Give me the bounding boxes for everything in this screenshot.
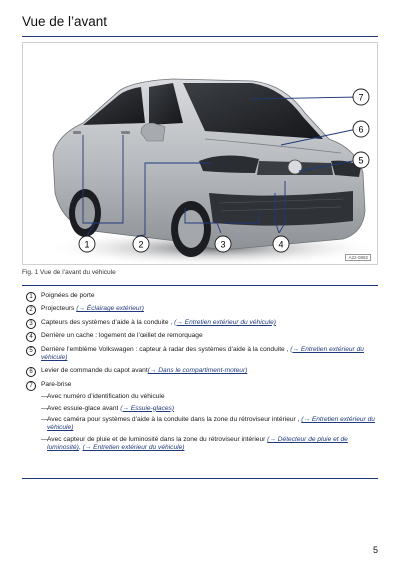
legend-link[interactable]: (→ Éclairage extérieur) <box>76 305 144 313</box>
legend-item-5 <box>26 346 376 363</box>
vehicle-front-figure <box>22 42 378 265</box>
callout-7-label: 7 <box>358 92 364 103</box>
callout-1-label: 1 <box>84 239 90 250</box>
sub-item-text: Avec numéro d’identification du véhicule <box>47 393 165 401</box>
legend-text: Projecteurs <box>41 305 77 313</box>
legend-item-1 <box>26 292 376 300</box>
sub-item-wiper: — Avec essuie-glace avant (→ Essuie-glaces) <box>41 404 175 412</box>
figure-code: A22-0882 <box>345 254 371 261</box>
callout-3-label: 3 <box>220 239 226 250</box>
headlight-left <box>199 155 259 173</box>
title-divider <box>22 36 378 37</box>
sub-item-link[interactable]: (→ Essuie-glaces) <box>120 404 175 412</box>
sub-item-link[interactable]: (→ Entretien extérieur du véhicule) <box>47 416 375 432</box>
front-door-handle <box>121 131 130 134</box>
legend-item-2 <box>26 305 376 313</box>
legend-number: 6 <box>26 367 36 377</box>
sub-item-text: Avec caméra pour systèmes d’aide à la conduite dans la zone du rétroviseur intérieur , <box>47 416 302 424</box>
car-illustration <box>23 43 378 265</box>
legend-text: Capteurs des systèmes d’aide à la conduite , <box>41 318 175 326</box>
sub-item-link[interactable]: (→ Détecteur de pluie et de luminosité) <box>47 435 348 452</box>
legend-text: Pare-brise <box>41 380 72 388</box>
legend-text: Derrière l’emblème Volkswagen : capteur à radar des systèmes d’aide à la conduite , <box>41 345 291 353</box>
legend-number: 4 <box>26 332 36 342</box>
legend-item-7 <box>26 381 376 389</box>
callout-5-label: 5 <box>358 155 364 166</box>
legend-number: 3 <box>26 319 36 329</box>
callout-2-label: 2 <box>138 239 144 250</box>
legend-number: 2 <box>26 305 36 315</box>
lower-grille <box>209 191 353 226</box>
page-title: Vue de l’avant <box>22 14 108 29</box>
figure-caption: Fig. 1 Vue de l’avant du véhicule <box>22 269 116 276</box>
sub-item-link[interactable]: (→ Entretien extérieur du véhicule) <box>82 444 185 452</box>
legend-item-6 <box>26 367 376 375</box>
sub-item-vin: — Avec numéro d’identification du véhicule <box>41 393 165 401</box>
rear-side-window <box>83 87 145 125</box>
caption-divider <box>22 285 378 286</box>
legend-number: 5 <box>26 346 36 356</box>
bottom-divider <box>22 478 378 479</box>
callout-4-label: 4 <box>278 239 284 250</box>
sub-item-camera: — Avec caméra pour systèmes d’aide à la conduite dans la zone du rétroviseur intérieur , (→ Entretien extérieur du véhicule) <box>41 416 375 432</box>
legend-link[interactable]: (→ Entretien extérieur du véhicule) <box>41 345 364 362</box>
vw-emblem <box>288 160 302 174</box>
side-mirror <box>141 123 165 141</box>
legend-text: Levier de commande du capot avant <box>41 367 148 375</box>
legend-number: 7 <box>26 381 36 391</box>
callout-6-label: 6 <box>358 124 364 135</box>
sub-item-text: , <box>78 444 83 452</box>
sub-item-text: Avec essuie-glace avant <box>47 404 121 412</box>
legend-number: 1 <box>26 292 36 302</box>
legend-text: Derrière un cache : logement de l’œillet de remorquage <box>41 332 203 340</box>
sub-item-rain-sensor: — Avec capteur de pluie et de luminosité dans la zone du rétroviseur intérieur (→ Détecteur de pluie et de luminosité), (→ Entretien extérieur du véhicule) <box>41 435 348 452</box>
legend-list <box>26 292 376 453</box>
legend-text: Poignées de porte <box>41 292 95 299</box>
legend-item-4 <box>26 332 376 340</box>
legend-item-3 <box>26 319 376 327</box>
rear-door-handle <box>73 131 81 134</box>
legend-link[interactable]: (→ Dans le compartiment-moteur) <box>147 367 248 375</box>
legend-link[interactable]: (→ Entretien extérieur du véhicule) <box>174 318 276 326</box>
sub-item-text: Avec capteur de pluie et de luminosité dans la zone du rétroviseur intérieur <box>47 435 268 443</box>
page-number: 5 <box>372 545 378 555</box>
